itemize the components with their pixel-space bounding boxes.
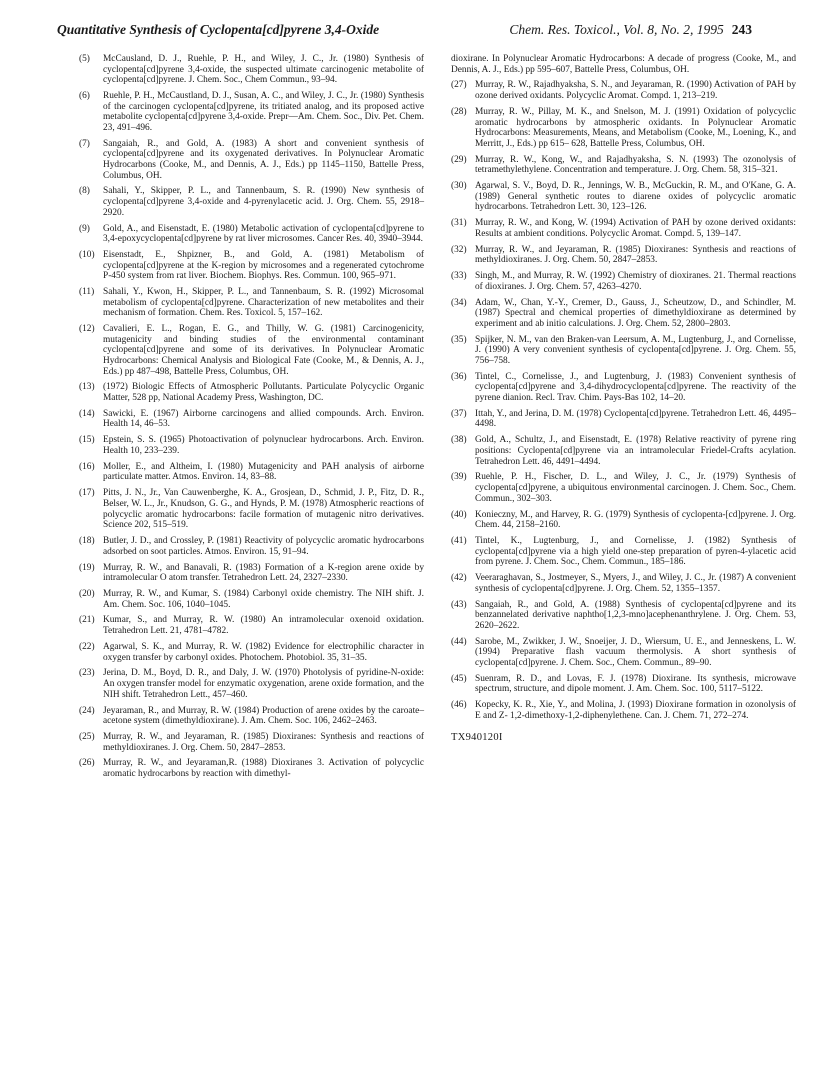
reference-number: (26): [79, 758, 95, 769]
reference-text: Murray, R. W., and Jeyaraman, R. (1985) Dioxiranes: Synthesis and reactions of methyldioxiranes. J. Org. Chem. 50, 2847–2853.: [475, 244, 796, 266]
reference-item: [79, 435, 424, 456]
reference-number: (38): [451, 435, 467, 446]
reference-text: Kumar, S., and Murray, R. W. (1980) An intramolecular oxenoid oxidation. Tetrahedron Lett. 21, 4781–4782.: [103, 615, 424, 637]
reference-number: (27): [451, 80, 467, 91]
reference-number: (18): [79, 536, 95, 547]
reference-text: Kopecky, K. R., Xie, Y., and Molina, J. (1993) Dioxirane formation in ozonolysis of E and Z- 1,2-dimethoxy-1,2-diphenylethene. Can. J. Chem. 71, 272–274.: [475, 700, 796, 721]
reference-number: (13): [79, 382, 95, 393]
reference-item: [451, 107, 796, 149]
reference-number: (45): [451, 673, 467, 684]
reference-number: (35): [451, 334, 467, 345]
reference-text: Murray, R. W., Rajadhyaksha, S. N., and Jeyaraman, R. (1990) Activation of PAH by ozone derived oxidants. Polycyclic Aromat. Compd. 1, 213–219.: [475, 80, 796, 102]
reference-number: (10): [79, 249, 95, 260]
reference-item: [79, 668, 424, 700]
reference-item: [451, 181, 796, 213]
reference-text: Murray, R. W., Pillay, M. K., and Snelson, M. J. (1991) Oxidation of polycyclic aromatic hydrocarbons by atmospheric oxidants. In Polynuclear Aromatic Hydrocarbons: Measurements, Means, and Metabolism (Cooke, M., Loening, K., and Merritt, J., Eds.) pp 615– 628, Battelle Press, Columbus, OH.: [475, 106, 796, 149]
reference-text: Sahali, Y., Kwon, H., Skipper, P. L., and Tannenbaum, S. R. (1992) Microsomal metabolism of cyclopenta[cd]pyrene. Characterization of new metabolites and their mechanism of formation. Chem. Res. Toxicol. 5, 157–162.: [103, 287, 424, 319]
reference-number: (9): [79, 223, 90, 234]
running-header: [57, 22, 752, 42]
reference-number: (24): [79, 705, 95, 716]
reference-text: Murray, R. W., Kong, W., and Rajadhyaksha, S. N. (1993) The ozonolysis of tetramethylethylene. Concentration and temperature. J. Org. Chem. 58, 315–321.: [475, 154, 796, 176]
reference-item: [451, 674, 796, 695]
reference-item: [79, 54, 424, 86]
reference-number: (15): [79, 435, 95, 446]
reference-text: Ruehle, P. H., McCaustland, D. J., Susan, A. C., and Wiley, J. C., Jr. (1980) Synthesis of the carcinogen cyclopenta[cd]pyrene, its tritiated analog, and its proposed active metabolite cyclopenta[cd]pyrene 3,4-oxide. Prepr—Am. Chem. Soc., Div. Pet. Chem. 23, 491–496.: [103, 91, 424, 133]
reference-item: [451, 80, 796, 101]
reference-text: Murray, R. W., and Kong, W. (1994) Activation of PAH by ozone derived oxidants: Results at ambient conditions. Polycyclic Aromat. Compd. 5, 139–147.: [475, 218, 796, 239]
reference-number: (14): [79, 408, 95, 419]
reference-item: [451, 637, 796, 669]
reference-item: [79, 488, 424, 530]
reference-number: (33): [451, 271, 467, 282]
reference-item: [451, 536, 796, 568]
reference-item: [451, 600, 796, 632]
reference-item: [79, 409, 424, 430]
reference-text: Epstein, S. S. (1965) Photoactivation of polynuclear hydrocarbons. Arch. Environ. Health 10, 233–239.: [103, 435, 424, 456]
reference-item: [451, 435, 796, 467]
reference-text: Konieczny, M., and Harvey, R. G. (1979) Synthesis of cyclopenta-[cd]pyrene. J. Org. Chem. 44, 2158–2160.: [475, 509, 796, 531]
reference-text: Tintel, K., Lugtenburg, J., and Cornelisse, J. (1982) Synthesis of cyclopenta[cd]pyrene via a high yield one-step preparation of pyren-4-ylacetic acid from pyrene. J. Chem. Soc., Chem. Commun., 185–186.: [475, 536, 796, 568]
reference-number: (31): [451, 218, 467, 229]
reference-text: Singh, M., and Murray, R. W. (1992) Chemistry of dioxiranes. 21. Thermal reactions of dioxiranes. J. Org. Chem. 57, 4263–4270.: [475, 271, 796, 292]
reference-number: (21): [79, 615, 95, 626]
reference-number: (29): [451, 154, 467, 165]
reference-number: (6): [79, 91, 90, 102]
reference-item: [79, 536, 424, 557]
reference-item: [79, 563, 424, 584]
reference-text: Ruehle, P. H., Fischer, D. L., and Wiley, J. C., Jr. (1979) Synthesis of cyclopenta[cd]pyrene, a ubiquitous environmental carcinogen. J. Chem. Soc., Chem. Commun., 302–303.: [475, 472, 796, 504]
reference-text: Adam, W., Chan, Y.-Y., Cremer, D., Gauss, J., Scheutzow, D., and Schindler, M. (1987) Spectral and chemical properties of dimethyldioxirane as determined by experiment and ab initio calculations. J. Org. Chem. 52, 2800–2803.: [475, 297, 796, 329]
reference-item: [79, 287, 424, 319]
reference-number: (37): [451, 408, 467, 419]
reference-text: Sangaiah, R., and Gold, A. (1983) A short and convenient synthesis of cyclopenta[cd]pyrene and its oxygenated derivatives. In Polynuclear Aromatic Hydrocarbons (Cooke, M., and Dennis, A. J., Eds.) pp 1145–1150, Battelle Press, Columbus, OH.: [103, 138, 424, 181]
reference-item: [451, 372, 796, 404]
reference-number: (11): [79, 287, 95, 298]
reference-item: [79, 382, 424, 403]
reference-item: [79, 139, 424, 181]
reference-number: (7): [79, 138, 90, 149]
references-left-column: [79, 54, 424, 785]
reference-number: (39): [451, 472, 467, 483]
reference-number: (30): [451, 181, 467, 192]
article-running-title: Quantitative Synthesis of Cyclopenta[cd]pyrene 3,4-Oxide: [57, 22, 380, 37]
references-right-list: [451, 80, 796, 721]
reference-text: Spijker, N. M., van den Braken-van Leersum, A. M., Lugtenburg, J., and Cornelisse, J. (1990) A very convenient synthesis of cyclopenta[cd]pyrene. J. Org. Chem. 55, 756–758.: [475, 334, 796, 366]
reference-item: [451, 298, 796, 330]
reference-number: (23): [79, 668, 95, 679]
reference-item: [451, 335, 796, 367]
reference-item: [79, 224, 424, 245]
reference-item: [79, 615, 424, 636]
reference-text: Suenram, R. D., and Lovas, F. J. (1978) Dioxirane. Its synthesis, microwave spectrum, structure, and dipole moment. J. Am. Chem. Soc. 100, 5117–5122.: [475, 673, 796, 695]
reference-text: Ittah, Y., and Jerina, D. M. (1978) Cyclopenta[cd]pyrene. Tetrahedron Lett. 46, 4495–4498.: [475, 408, 796, 430]
reference-number: (12): [79, 324, 95, 335]
journal-name: Chem. Res. Toxicol., Vol. 8, No. 2, 1995: [509, 22, 724, 37]
reference-item: [451, 409, 796, 430]
reference-number: (22): [79, 641, 95, 652]
reference-text: Murray, R. W., and Jeyaraman,R. (1988) Dioxiranes 3. Activation of polycyclic aromatic hydrocarbons by reaction with dimethyl-: [103, 758, 424, 780]
reference-item: [79, 758, 424, 779]
reference-item: [79, 186, 424, 218]
reference-text: Murray, R. W., and Kumar, S. (1984) Carbonyl oxide chemistry. The NIH shift. J. Am. Chem. Soc. 106, 1040–1045.: [103, 588, 424, 610]
reference-text: Murray, R. W., and Banavali, R. (1983) Formation of a K-region arene oxide by intramolecular O atom transfer. Tetrahedron Lett. 24, 2327–2330.: [103, 562, 424, 584]
reference-text: Jerina, D. M., Boyd, D. R., and Daly, J. W. (1970) Photolysis of pyridine-N-oxide: An oxygen transfer model for enzymatic oxygenation, arene oxide formation, and the NIH shift. Tetrahedron Lett., 457–460.: [103, 668, 424, 700]
reference-item: [79, 589, 424, 610]
reference-text: Sawicki, E. (1967) Airborne carcinogens and allied compounds. Arch. Environ. Health 14, 46–53.: [103, 408, 424, 430]
reference-number: (42): [451, 573, 467, 584]
reference-text: McCausland, D. J., Ruehle, P. H., and Wiley, J. C., Jr. (1980) Synthesis of cyclopenta[cd]pyrene 3,4-oxide, the suspected ultimate carcinogenic metabolite of cyclopenta[cd]pyrene. J. Chem. Soc., Chem Commun., 93–94.: [103, 54, 424, 86]
reference-item: [451, 472, 796, 504]
page-number: 243: [731, 22, 752, 37]
reference-item: [79, 706, 424, 727]
reference-number: (20): [79, 588, 95, 599]
reference-item: [451, 155, 796, 176]
reference-text: Moller, E., and Altheim, I. (1980) Mutagenicity and PAH analysis of airborne particulate matter. Atmos. Environ. 14, 83–88.: [103, 461, 424, 483]
reference-continuation: dioxirane. In Polynuclear Aromatic Hydrocarbons: A decade of progress (Cooke, M., and Dennis, A. J., Eds.) pp 595–607, Battelle Press, Columbus, OH.: [451, 54, 796, 75]
reference-text: Sangaiah, R., and Gold, A. (1988) Synthesis of cyclopenta[cd]pyrene and its benzannelated derivative naphtho[1,2,3-mno]acephenanthrylene. J. Org. Chem. 53, 2620–2622.: [475, 599, 796, 631]
reference-item: [451, 510, 796, 531]
reference-item: [451, 573, 796, 594]
reference-number: (25): [79, 732, 95, 742]
reference-item: [79, 91, 424, 133]
journal-citation: [509, 22, 752, 38]
reference-text: Gold, A., Schultz, J., and Eisenstadt, E. (1978) Relative reactivity of pyrene ring positions: Cyclopenta[cd]pyrene via an intramolecular Friedel-Crafts acylation. Tetrahedron Lett. 46, 4491–4494.: [475, 435, 796, 467]
reference-text: Veeraraghavan, S., Jostmeyer, S., Myers, J., and Wiley, J. C., Jr. (1987) A convenient synthesis of cyclopenta[cd]pyrene. J. Org. Chem. 52, 1355–1357.: [475, 573, 796, 594]
references-right-column: [451, 54, 796, 744]
reference-number: (36): [451, 371, 467, 382]
reference-number: (44): [451, 636, 467, 647]
reference-number: (28): [451, 106, 467, 117]
reference-text: (1972) Biologic Effects of Atmospheric Pollutants. Particulate Polycyclic Organic Matter, 528 pp, National Academy Press, Washington, DC.: [103, 382, 424, 403]
reference-text: Agarwal, S. V., Boyd, D. R., Jennings, W. B., McGuckin, R. M., and O'Kane, G. A. (1989) General synthetic routes to diarene oxides of polycyclic aromatic hydrocarbons. Tetrahedron Lett. 30, 123–126.: [475, 181, 796, 213]
reference-number: (8): [79, 186, 90, 197]
reference-number: (16): [79, 461, 95, 472]
reference-item: [451, 700, 796, 721]
reference-item: [451, 245, 796, 266]
reference-text: Butler, J. D., and Crossley, P. (1981) Reactivity of polycyclic aromatic hydrocarbons adsorbed on soot particles. Atmos. Environ. 15, 91–94.: [103, 536, 424, 557]
reference-text: Agarwal, S. K., and Murray, R. W. (1982) Evidence for electrophilic character in oxygen transfer by carbonyl oxides. Photochem. Photobiol. 35, 31–35.: [103, 641, 424, 663]
reference-number: (5): [79, 54, 90, 64]
reference-text: Cavalieri, E. L., Rogan, E. G., and Thilly, W. G. (1981) Carcinogenicity, mutagenicity and binding studies of the environmental contaminant cyclopenta[cd]pyrene and some of its derivatives. In Polynuclear Aromatic Hydrocarbons: Chemical Analysis and Biological Fate (Cooke, M., & Dennis, A. J., Eds.) pp 487–498, Battelle Press, Columbus, OH.: [103, 324, 424, 377]
reference-number: (43): [451, 599, 467, 610]
reference-number: (40): [451, 509, 467, 520]
reference-text: Jeyaraman, R., and Murray, R. W. (1984) Production of arene oxides by the caroate–acetone system (dimethyldioxirane). J. Am. Chem. Soc. 106, 2462–2463.: [103, 705, 424, 727]
reference-item: [79, 250, 424, 282]
manuscript-code: TX940120I: [451, 732, 503, 744]
reference-text: Murray, R. W., and Jeyaraman, R. (1985) Dioxiranes: Synthesis and reactions of methyldioxiranes. J. Org. Chem. 50, 2847–2853.: [103, 732, 424, 753]
reference-item: [79, 324, 424, 377]
reference-text: Eisenstadt, E., Shpizner, B., and Gold, A. (1981) Metabolism of cyclopenta[cd]pyrene at the K-region by microsomes and a regenerated cytochrome P-450 system from rat liver. Biochem. Biophys. Res. Commun. 100, 965–971.: [103, 249, 424, 282]
reference-number: (46): [451, 700, 467, 711]
reference-text: Pitts, J. N., Jr., Van Cauwenberghe, K. A., Grosjean, D., Schmid, J. P., Fitz, D. R., Belser, W. L., Jr., Knudson, G. G., and Hynds, P. M. (1978) Atmospheric reactions of polycyclic aromatic hydrocarbons: facile formation of mutagenic nitro derivatives. Science 202, 515–519.: [103, 488, 424, 531]
reference-number: (34): [451, 297, 467, 308]
reference-number: (32): [451, 244, 467, 255]
reference-text: Sarobe, M., Zwikker, J. W., Snoeijer, J. D., Wiersum, U. E., and Jenneskens, L. W. (1994) Preparative flash vacuum thermolysis. A short synthesis of cyclopenta[cd]pyrene. J. Chem. Soc., Chem. Commun., 89–90.: [475, 636, 796, 668]
reference-text: Gold, A., and Eisenstadt, E. (1980) Metabolic activation of cyclopenta[cd]pyrene to 3,4-epoxycyclopenta[cd]pyrene by rat liver microsomes. Cancer Res. 40, 3940–3944.: [103, 223, 424, 245]
reference-text: Sahali, Y., Skipper, P. L., and Tannenbaum, S. R. (1990) New synthesis of cyclopenta[cd]pyrene 3,4-oxide and 4-pyrenylacetic acid. J. Org. Chem. 55, 2918–2920.: [103, 186, 424, 218]
reference-item: [79, 732, 424, 753]
reference-item: [451, 271, 796, 292]
reference-item: [79, 642, 424, 663]
reference-item: [79, 462, 424, 483]
reference-item: [451, 218, 796, 239]
reference-number: (17): [79, 488, 95, 499]
reference-number: (41): [451, 536, 467, 547]
reference-text: Tintel, C., Cornelisse, J., and Lugtenburg, J. (1983) Convenient synthesis of cyclopenta[cd]pyrene and 3,4-dihydrocyclopenta[cd]pyrene. The reactivity of the pyrene dianion. Recl. Trav. Chim. Pays-Bas 102, 14–20.: [475, 371, 796, 403]
reference-number: (19): [79, 562, 95, 573]
